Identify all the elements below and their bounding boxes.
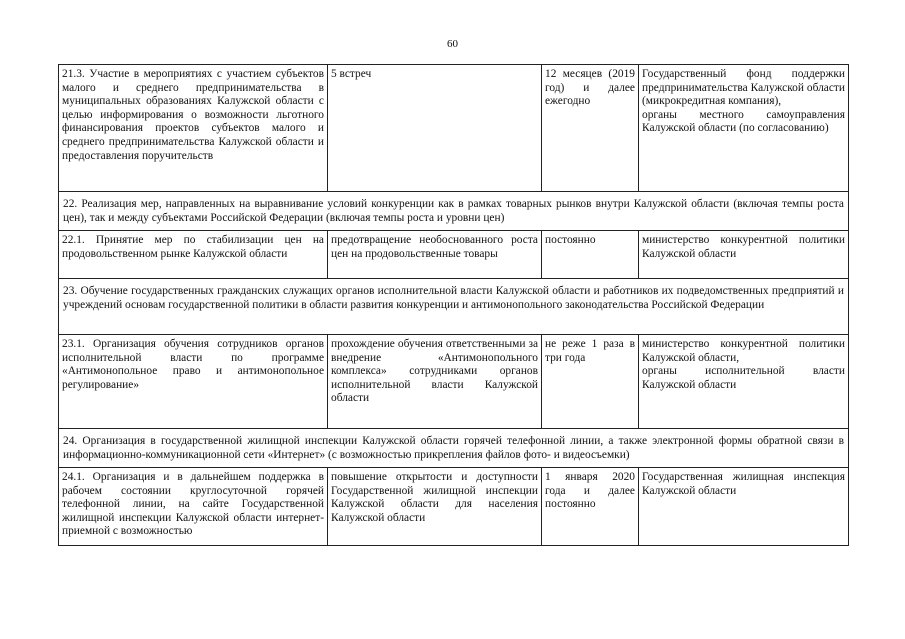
executor-line: министерство конкурентной политики Калужской области, bbox=[642, 338, 845, 364]
executor-line: Государственный фонд поддержки предпринимательства Калужской области (микрокредитная компания), bbox=[642, 68, 845, 108]
term-cell: 1 января 2020 года и далее постоянно bbox=[542, 468, 639, 546]
section-title: 22. Реализация мер, направленных на выравнивание условий конкуренции как в рамках товарных рынков внутри Калужской области (включая темпы роста цен), так и между субъектами Российской Федерации (включая темпы роста и уровни цен) bbox=[59, 192, 849, 231]
executor-line: органы исполнительной власти Калужской области bbox=[642, 365, 845, 391]
executor-cell bbox=[639, 231, 849, 279]
measure-cell: 21.3. Участие в мероприятиях с участием субъектов малого и среднего предпринимательства в муниципальных образованиях Калужской области с целью информирования о возможности льготного финансирования проектов субъектов малого и среднего предпринимательства Калужской области и предоставления поручительств bbox=[59, 65, 328, 192]
result-cell: предотвращение необоснованного роста цен на продовольственные товары bbox=[328, 231, 542, 279]
section-title: 24. Организация в государственной жилищной инспекции Калужской области горячей телефонной линии, а также электронной формы обратной связи в информационно-коммуникационной сети «Интернет» (с возможностью прикрепления файлов фото- и видеосъемки) bbox=[59, 429, 849, 468]
page-number: 60 bbox=[447, 38, 458, 50]
section-title: 23. Обучение государственных гражданских служащих органов исполнительной власти Калужской области и работников их подведомственных предприятий и учреждений основам государственной политики в области развития конкуренции и антимонопольного законодательства Российской Федерации bbox=[59, 279, 849, 335]
executor-cell bbox=[639, 468, 849, 546]
table-row bbox=[59, 468, 849, 546]
result-cell: 5 встреч bbox=[328, 65, 542, 192]
measure-cell: 24.1. Организация и в дальнейшем поддержка в рабочем состоянии круглосуточной горячей телефонной линии, на сайте Государственной жилищной инспекции Калужской области интернет-приемной с возможностью bbox=[59, 468, 328, 546]
result-cell: повышение открытости и доступности Государственной жилищной инспекции Калужской области для населения Калужской области bbox=[328, 468, 542, 546]
measure-cell: 23.1. Организация обучения сотрудников органов исполнительной власти по программе «Антимонопольное право и антимонопольное регулирование» bbox=[59, 335, 328, 429]
term-cell: постоянно bbox=[542, 231, 639, 279]
executor-line: министерство конкурентной политики Калужской области bbox=[642, 234, 845, 260]
table-row bbox=[59, 231, 849, 279]
executor-line: органы местного самоуправления Калужской области (по согласованию) bbox=[642, 108, 845, 135]
section-row bbox=[59, 429, 849, 468]
result-cell: прохождение обучения ответственными за внедрение «Антимонопольного комплекса» сотрудниками органов исполнительной власти Калужской области bbox=[328, 335, 542, 429]
executor-cell bbox=[639, 65, 849, 192]
measures-table bbox=[58, 64, 849, 546]
executor-cell bbox=[639, 335, 849, 429]
term-cell: 12 месяцев (2019 год) и далее ежегодно bbox=[542, 65, 639, 192]
table-row bbox=[59, 335, 849, 429]
section-row bbox=[59, 279, 849, 335]
term-cell: не реже 1 раза в три года bbox=[542, 335, 639, 429]
table-row bbox=[59, 65, 849, 192]
measure-cell: 22.1. Принятие мер по стабилизации цен на продовольственном рынке Калужской области bbox=[59, 231, 328, 279]
section-row bbox=[59, 192, 849, 231]
executor-line: Государственная жилищная инспекция Калужской области bbox=[642, 471, 845, 497]
